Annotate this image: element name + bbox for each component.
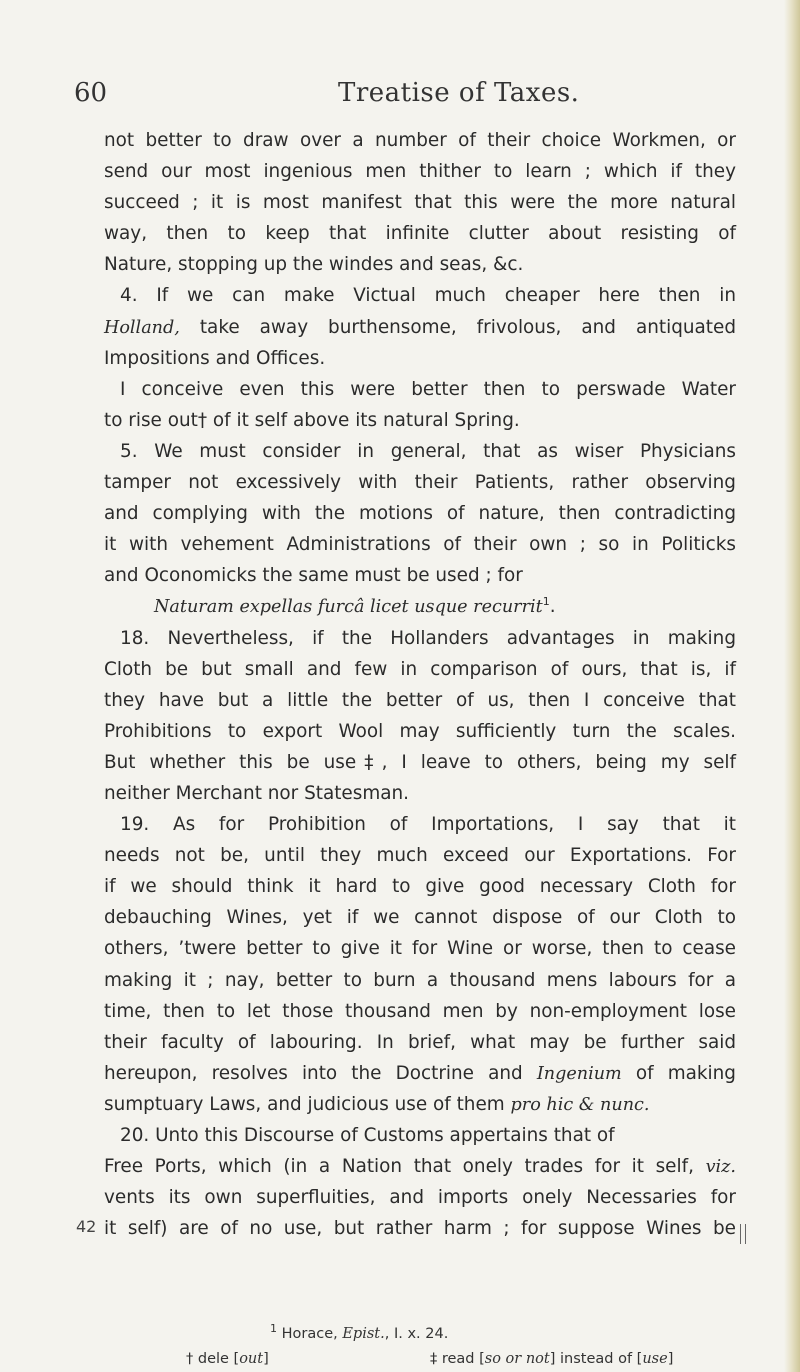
- text-span: of it self above its natural Spring.: [207, 409, 520, 431]
- text-line: and Oconomicks the same must be used ; for: [104, 565, 523, 587]
- text-line: [104, 1058, 736, 1089]
- text-span: † dele [: [186, 1351, 240, 1367]
- text-line: 18. Nevertheless, if the Hollanders advantages in making: [120, 627, 736, 649]
- footnote-dagger: [186, 1347, 269, 1372]
- italic-citation: Epist.: [342, 1326, 385, 1342]
- text-line: they have but a little the better of us, then I conceive that: [104, 689, 736, 711]
- text-line: [104, 1089, 736, 1120]
- text-line: if we should think it hard to give good necessary Cloth for: [104, 876, 736, 898]
- body-text: [104, 125, 736, 1244]
- text-line: 19. As for Prohibition of Importations, I say that it: [120, 814, 736, 836]
- latin-verse: Naturam expellas furcâ licet usque recurrit: [154, 597, 543, 618]
- text-line: 5. We must consider in general, that as wiser Physicians: [120, 440, 736, 462]
- text-span: Free Ports, which (in a Nation that onely trades for it self,: [104, 1156, 706, 1178]
- text-line: Prohibitions to export Wool may sufficiently turn the scales.: [104, 720, 736, 742]
- text-line: neither Merchant nor Statesman.: [104, 782, 410, 804]
- text-line: Cloth be but small and few in comparison of ours, that is, if: [104, 658, 736, 680]
- text-line: I conceive even this were better then to perswade Water: [120, 378, 736, 400]
- italic-abbreviation: viz.: [705, 1157, 736, 1178]
- latin-quotation: [104, 591, 736, 622]
- footnote-mark-double-dagger: ‡: [356, 751, 382, 773]
- text-span: , I. x. 24.: [384, 1326, 449, 1342]
- running-title: Treatise of Taxes.: [338, 78, 580, 108]
- text-span: , I leave to others, being my self: [381, 751, 737, 773]
- text-line: it self) are of no use, but rather harm ; for suppose Wines be: [104, 1218, 736, 1240]
- italic-latin-phrase: pro hic & nunc.: [510, 1094, 650, 1115]
- text-span: take away burthensome, frivolous, and antiquated: [179, 316, 736, 338]
- italic-word: out: [239, 1351, 264, 1367]
- text-line: [104, 312, 736, 343]
- text-span: hereupon, resolves into the Doctrine and: [104, 1062, 537, 1084]
- page-number: 60: [74, 78, 108, 108]
- text-line: others, ’twere better to give it for Wine or worse, then to cease: [104, 938, 736, 960]
- text-line: and complying with the motions of nature, then contradicting: [104, 503, 736, 525]
- margin-page-reference: 42: [76, 1217, 97, 1236]
- text-span: to rise out: [104, 409, 198, 431]
- text-span: of making: [621, 1062, 736, 1084]
- italic-word: so or not: [484, 1351, 550, 1367]
- text-line: succeed ; it is most manifest that this were the more natural: [104, 192, 736, 214]
- text-span: .: [549, 596, 556, 618]
- text-line: [104, 1151, 736, 1182]
- italic-place-name: Holland,: [104, 317, 180, 338]
- text-line: debauching Wines, yet if we cannot dispose of our Cloth to: [104, 907, 736, 929]
- text-line: 20. Unto this Discourse of Customs appertains that of: [120, 1125, 615, 1146]
- text-span: ] instead of [: [549, 1351, 643, 1367]
- text-line: not better to draw over a number of their choice Workmen, or: [104, 130, 736, 151]
- text-line: [104, 280, 736, 311]
- text-span: sumptuary Laws, and judicious use of them: [104, 1093, 511, 1115]
- footnote-mark-dagger: †: [197, 409, 208, 431]
- footnote-1: [270, 1322, 448, 1347]
- text-span: ]: [263, 1351, 269, 1367]
- page-edge-shading: [784, 0, 800, 1372]
- footnote-double-dagger: [430, 1347, 673, 1372]
- italic-word: use: [642, 1351, 668, 1367]
- text-span: ‡ read [: [430, 1351, 485, 1367]
- footnote-number: 1: [270, 1322, 277, 1336]
- text-line: tamper not excessively with their Patients, rather observing: [104, 472, 736, 494]
- italic-latin-term: Ingenium: [536, 1063, 622, 1084]
- margin-break-marker: [740, 1224, 746, 1244]
- text-span: ]: [667, 1351, 674, 1367]
- text-line: their faculty of labouring. In brief, what may be further said: [104, 1031, 736, 1053]
- text-span: But whether this be use: [104, 751, 357, 773]
- text-line: send our most ingenious men thither to learn ; which if they: [104, 161, 736, 183]
- text-line: it with vehement Administrations of their own ; so in Politicks: [104, 534, 736, 556]
- text-line: needs not be, until they much exceed our Exportations. For: [104, 845, 736, 867]
- text-line: [104, 747, 736, 778]
- text-span: Horace,: [277, 1326, 343, 1342]
- text-span: 4. If we can make Victual much cheaper here then in: [120, 285, 736, 307]
- text-line: time, then to let those thousand men by non-employment lose: [104, 1000, 736, 1022]
- text-line: making it ; nay, better to burn a thousand mens labours for a: [104, 969, 736, 991]
- text-line: way, then to keep that infinite clutter about resisting of: [104, 223, 736, 245]
- text-line: [104, 405, 736, 436]
- footnote-mark-1: 1: [542, 595, 550, 609]
- text-line: Impositions and Offices.: [104, 347, 326, 369]
- text-line: Nature, stopping up the windes and seas, &c.: [104, 254, 524, 276]
- page-header: [0, 78, 800, 118]
- text-line: vents its own superfluities, and imports onely Necessaries for: [104, 1187, 736, 1209]
